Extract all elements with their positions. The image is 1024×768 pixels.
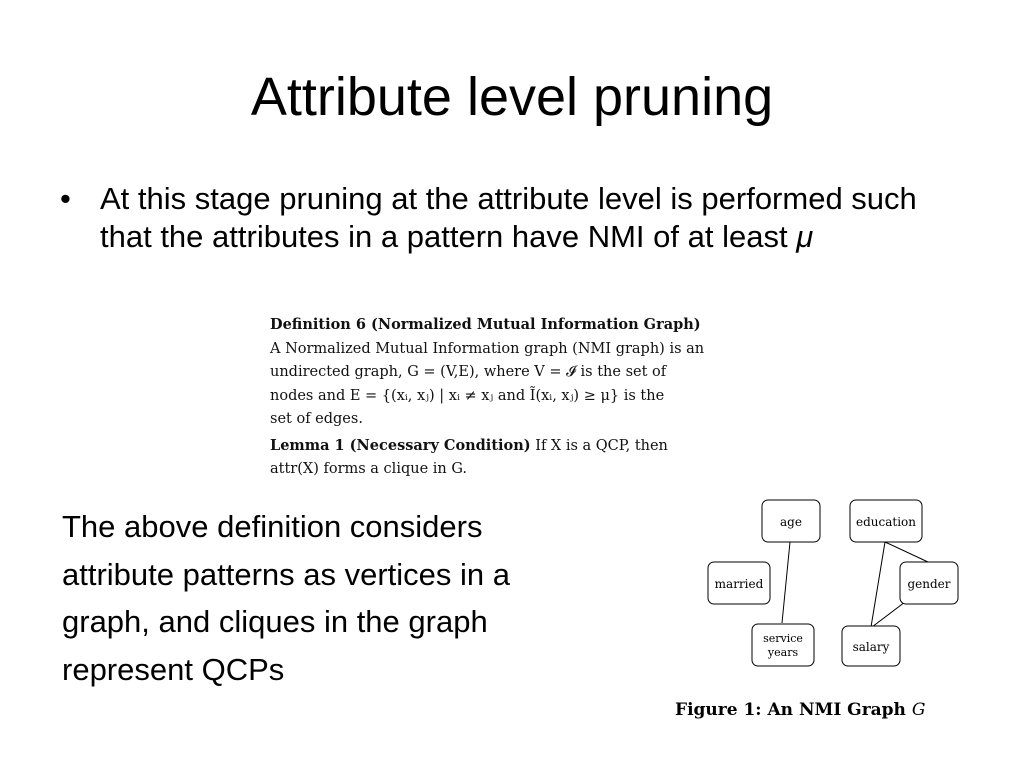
figure-caption	[675, 700, 925, 720]
node-education	[850, 500, 922, 542]
paragraph-line-1: The above definition considers	[62, 509, 483, 544]
lemma-heading: Lemma 1 (Necessary Condition)	[270, 436, 531, 454]
svg-text:age: age	[780, 515, 802, 529]
paragraph-line-2: attribute patterns as vertices in a	[62, 556, 511, 592]
edge-gender-salary	[872, 602, 905, 627]
node-married	[708, 562, 770, 604]
definition-line-2: undirected graph, G = (V,E), where V = 𝓘 is the set of	[270, 364, 667, 380]
definition-line-4: set of edges.	[270, 411, 363, 427]
caption-text: Figure 1: An NMI Graph	[675, 700, 906, 720]
edge-education-gender	[885, 542, 928, 562]
edge-education-salary	[871, 542, 885, 627]
caption-symbol: G	[911, 700, 926, 720]
svg-text:gender: gender	[907, 577, 951, 591]
bullet-text-main: At this stage pruning at the attribute level is performed such that the attributes in a pattern have NMI of at least	[100, 181, 917, 254]
explanation-paragraph	[62, 503, 662, 693]
paragraph-line-3: graph, and cliques in the graph	[62, 604, 488, 639]
edge-age-service	[782, 542, 790, 623]
node-salary	[842, 626, 900, 666]
lemma-line-1	[270, 434, 765, 459]
paragraph-line-4: represent QCPs	[62, 651, 285, 687]
svg-text:salary: salary	[852, 640, 890, 654]
lemma-text-1: If X is a QCP, then	[535, 437, 668, 454]
mu-symbol: μ	[796, 219, 814, 254]
definition-heading: Definition 6 (Normalized Mutual Information Graph)	[270, 316, 701, 333]
slide-title: Attribute level pruning	[250, 67, 774, 127]
definition-excerpt	[270, 313, 765, 482]
bullet-dot: •	[60, 181, 71, 216]
svg-text:education: education	[856, 515, 916, 529]
definition-line-3: nodes and E = {(xᵢ, xⱼ) | xᵢ ≠ xⱼ and Ĩ(xᵢ, xⱼ) ≥ μ} is the	[270, 387, 665, 404]
svg-text:service: service	[763, 632, 803, 645]
node-service-years	[752, 624, 814, 666]
node-gender	[900, 562, 958, 604]
lemma-line-2: attr(X) forms a clique in G.	[270, 461, 468, 477]
nmi-graph	[700, 490, 990, 680]
node-age	[762, 500, 820, 542]
svg-text:married: married	[714, 577, 764, 591]
svg-text:years: years	[767, 646, 799, 659]
definition-line-1: A Normalized Mutual Information graph (NMI graph) is an	[270, 340, 705, 357]
bullet-text	[100, 180, 960, 256]
